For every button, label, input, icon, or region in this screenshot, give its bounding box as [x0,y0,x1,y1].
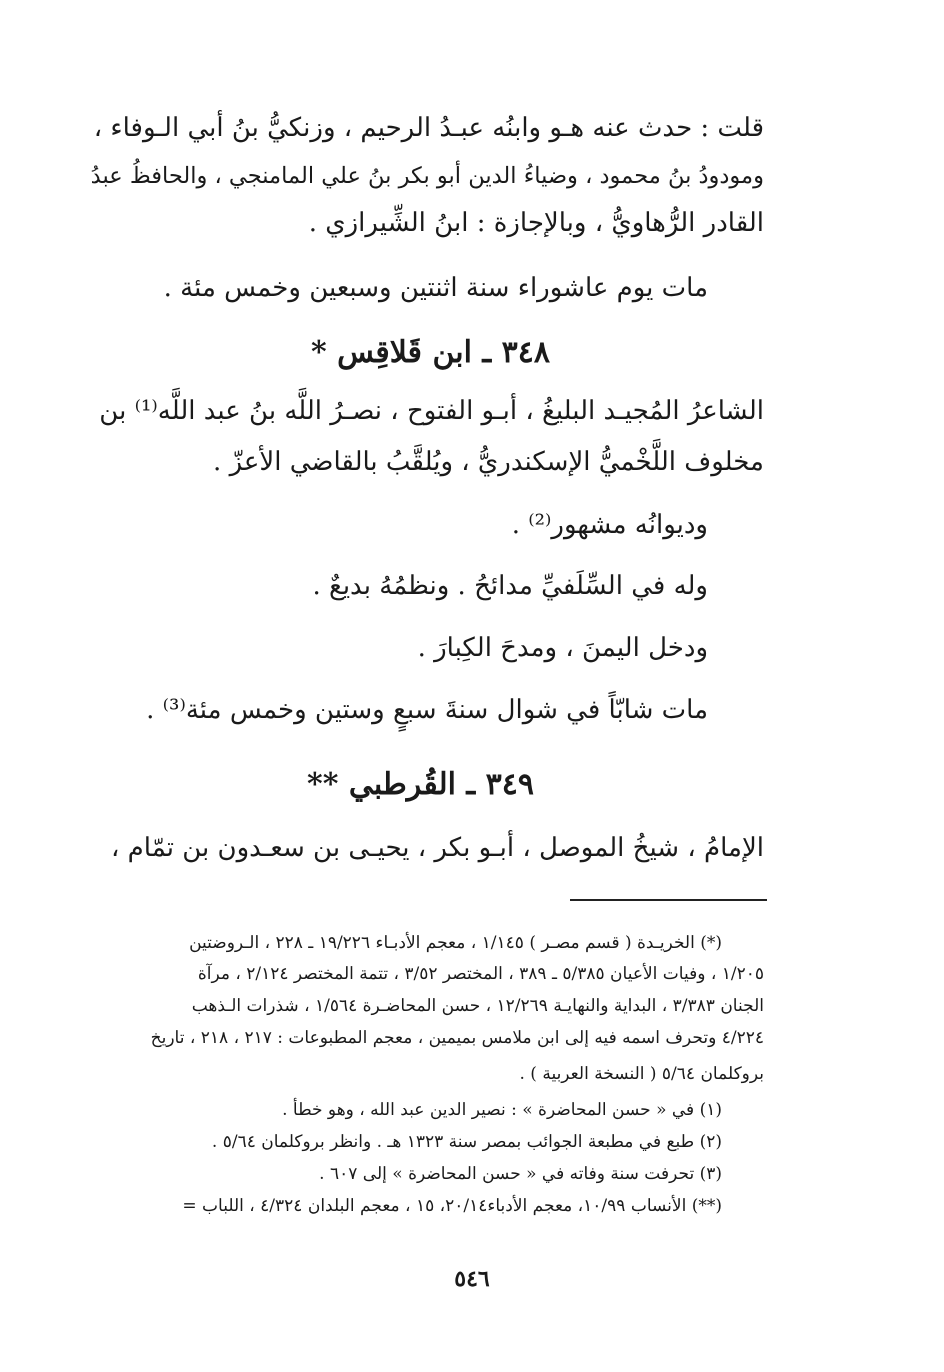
footnote-line: (٣) تحرفت سنة وفاته في « حسن المحاضرة » إلى ٦٠٧ . [319,1164,722,1184]
text-line: مات يوم عاشوراء سنة اثنتين وسبعين وخمس مئة . [163,273,708,303]
text-line: ومودودُ بنُ محمود ، وضياءُ الدين أبو بكر بنُ علي المامنجي ، والحافظُ عبدُ [90,163,764,189]
text-line: ودخل اليمنَ ، ومدحَ الكِبارَ . [417,633,708,663]
entry-heading: ٣٤٨ ـ ابن قَلاقِس * [311,335,550,370]
text-line: الإمامُ ، شيخُ الموصل ، أبـو بكر ، يحيـى بن سعـدون بن تمّام ، [111,833,764,863]
text-line: الشاعرُ المُجيـد البليغُ ، أبـو الفتوح ، نصـرُ اللَّه بنُ عبد اللَّه⁽¹⁾ بن [99,396,764,426]
text-line: مات شابّاً في شوال سنةَ سبعٍ وستين وخمس مئة⁽³⁾ . [146,695,708,725]
footnote-line: (**) الأنساب ١٠/٩٩، معجم الأدباء٢٠/١٤، ١٥ ، معجم البلدان ٤/٣٢٤ ، اللباب = [182,1196,722,1216]
text-line: القادر الرُّهاويُّ ، وبالإجازة : ابنُ الشِّيرازي . [308,208,764,238]
footnote-line: الجنان ٣/٣٨٣ ، البداية والنهايـة ١٢/٢٦٩ ، حسن المحاضـرة ١/٥٦٤ ، شذرات الـذهب [191,996,764,1016]
footnote-line: (٢) طبع في مطبعة الجوائب بمصر سنة ١٣٢٣ هـ . وانظر بروكلمان ٥/٦٤ . [211,1132,722,1152]
footnote-line: بروكلمان ٥/٦٤ ( النسخة العربية ) . [519,1064,764,1084]
text-line: وديوانُه مشهور⁽²⁾ . [511,510,708,540]
text-line: مخلوف اللَّخْميُّ الإسكندريُّ ، ويُلقَّبُ بالقاضي الأعزّ . [213,447,764,477]
footnote-line: (*) الخريـدة ( قسم مصـر ) ١/١٤٥ ، معجم الأدبـاء ١٩/٢٢٦ ـ ٢٢٨ ، الـروضتين [189,933,722,953]
page-number: ٥٤٦ [454,1266,490,1292]
footnote-separator [570,899,767,901]
footnote-line: (١) في « حسن المحاضرة » : نصير الدين عبد الله ، وهو خطأ . [282,1100,722,1120]
text-line: وله في السِّلَفيِّ مدائحُ . ونظمُهُ بديعٌ . [312,571,708,601]
text-line: قلت : حدث عنه هـو وابنُه عبـدُ الرحيم ، وزنكيُّ بنُ أبي الـوفاء ، [93,113,764,143]
footnote-line: ٤/٢٢٤ وتحرف اسمه فيه إلى ابن ملامس بميمين ، معجم المطبوعات : ٢١٧ ، ٢١٨ ، تاريخ [150,1028,764,1048]
entry-heading: ٣٤٩ ـ القُرطبي ** [307,767,534,802]
footnote-line: ١/٢٠٥ ، وفيات الأعيان ٥/٣٨٥ ـ ٣٨٩ ، المختصر ٣/٥٢ ، تتمة المختصر ٢/١٢٤ ، مرآة [197,964,764,984]
